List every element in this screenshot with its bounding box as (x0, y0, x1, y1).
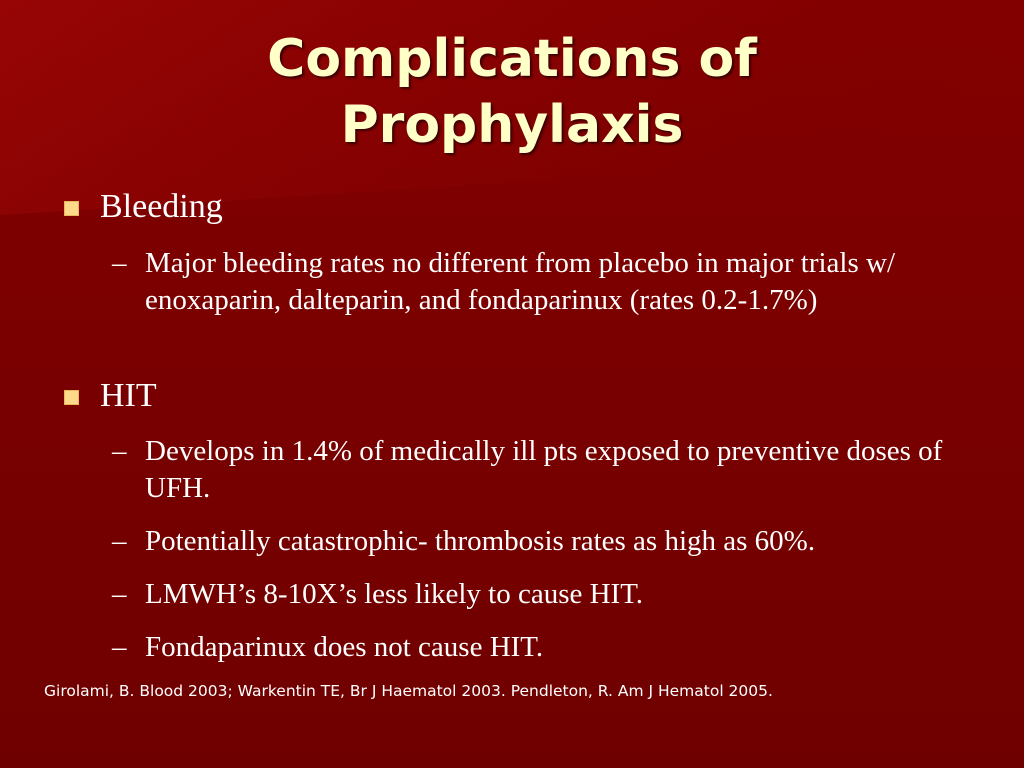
subitem-text: LMWH’s 8-10X’s less likely to cause HIT. (145, 578, 644, 610)
dash-marker: – (112, 247, 127, 279)
subitem-text: Major bleeding rates no different from placebo in major trials w/ enoxaparin, dalteparin, and fondaparinux (rates 0.2-1.7%) (145, 247, 896, 316)
subitem-hit-1 (112, 433, 992, 507)
dash-marker: – (112, 525, 127, 557)
citation-footnote: Girolami, B. Blood 2003; Warkentin TE, Br J Haematol 2003. Pendleton, R. Am J Hematol 2005. (44, 682, 773, 700)
subitem-hit-4 (112, 629, 992, 666)
dash-marker: – (112, 578, 127, 610)
dash-marker: – (112, 435, 127, 467)
subitem-text: Fondaparinux does not cause HIT. (145, 631, 544, 663)
subitem-hit-3 (112, 576, 992, 613)
subitem-hit-2 (112, 523, 992, 560)
bullet-label: HIT (100, 377, 157, 414)
subitem-text: Develops in 1.4% of medically ill pts exposed to preventive doses of UFH. (145, 435, 943, 504)
bullet-square-icon (64, 201, 79, 216)
bullet-square-icon (64, 390, 79, 405)
title-line-1: Complications of (267, 29, 757, 89)
title-line-2: Prophylaxis (340, 95, 684, 155)
bullet-label: Bleeding (100, 188, 223, 225)
dash-marker: – (112, 631, 127, 663)
subitem-bleeding-1 (112, 245, 992, 319)
subitem-text: Potentially catastrophic- thrombosis rates as high as 60%. (145, 525, 816, 557)
